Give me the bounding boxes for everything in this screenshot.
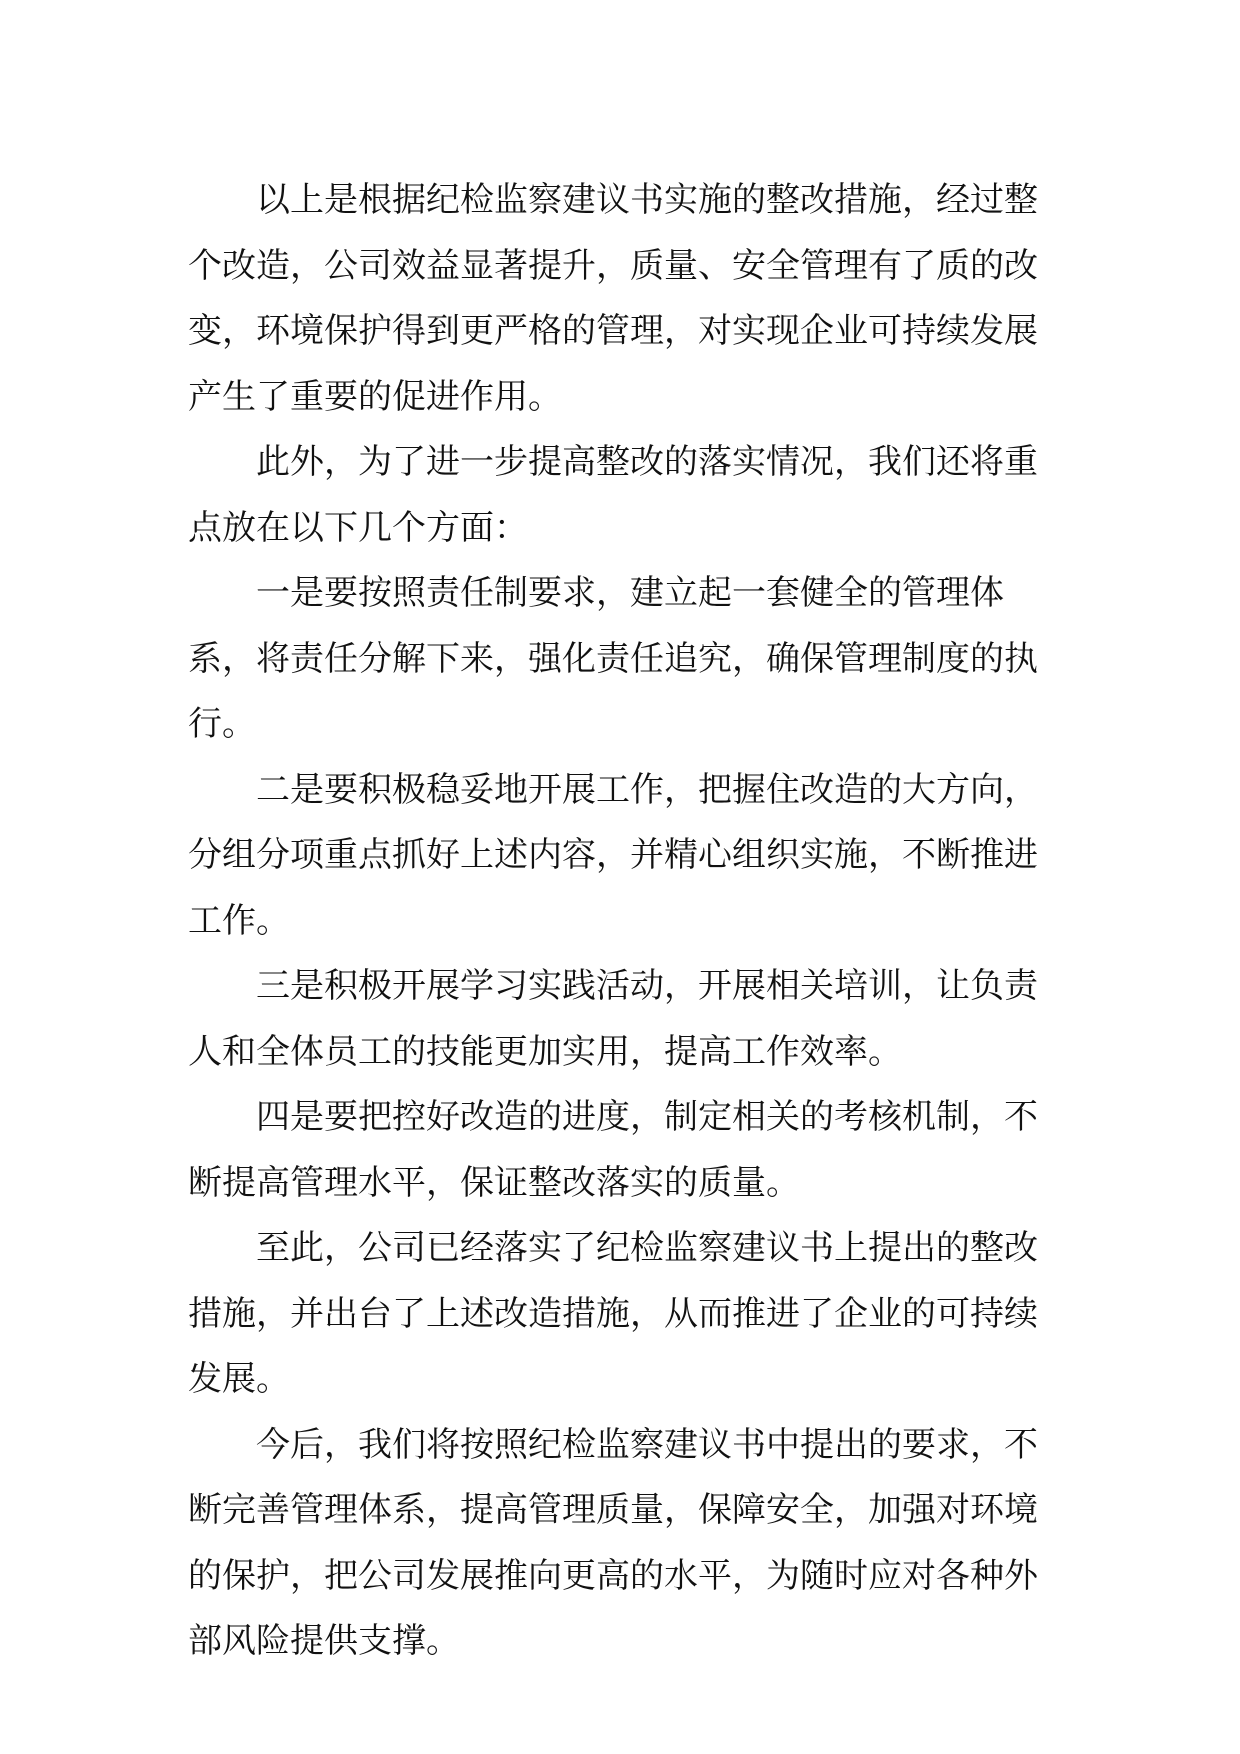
paragraph-point-two: 二是要积极稳妥地开展工作，把握住改造的大方向，分组分项重点抓好上述内容，并精心组织实施，不断推进工作。 xyxy=(188,769,1038,941)
paragraph-summary: 以上是根据纪检监察建议书实施的整改措施，经过整个改造，公司效益显著提升，质量、安全管理有了质的改变，环境保护得到更严格的管理，对实现企业可持续发展产生了重要的促进作用。 xyxy=(188,180,1038,417)
document-body xyxy=(188,168,1058,1675)
paragraph-point-three: 三是积极开展学习实践活动，开展相关培训，让负责人和全体员工的技能更加实用，提高工作效率。 xyxy=(188,966,1038,1072)
paragraph-point-one: 一是要按照责任制要求，建立起一套健全的管理体系，将责任分解下来，强化责任追究，确保管理制度的执行。 xyxy=(188,573,1038,744)
paragraph-outlook: 今后，我们将按照纪检监察建议书中提出的要求，不断完善管理体系，提高管理质量，保障安全，加强对环境的保护，把公司发展推向更高的水平，为随时应对各种外部风险提供支撑。 xyxy=(188,1424,1038,1661)
paragraph-conclusion: 至此，公司已经落实了纪检监察建议书上提出的整改措施，并出台了上述改造措施，从而推进了企业的可持续发展。 xyxy=(188,1228,1038,1399)
paragraph-focus-intro: 此外，为了进一步提高整改的落实情况，我们还将重点放在以下几个方面： xyxy=(188,442,1038,548)
paragraph-point-four: 四是要把控好改造的进度，制定相关的考核机制，不断提高管理水平，保证整改落实的质量。 xyxy=(188,1097,1038,1203)
